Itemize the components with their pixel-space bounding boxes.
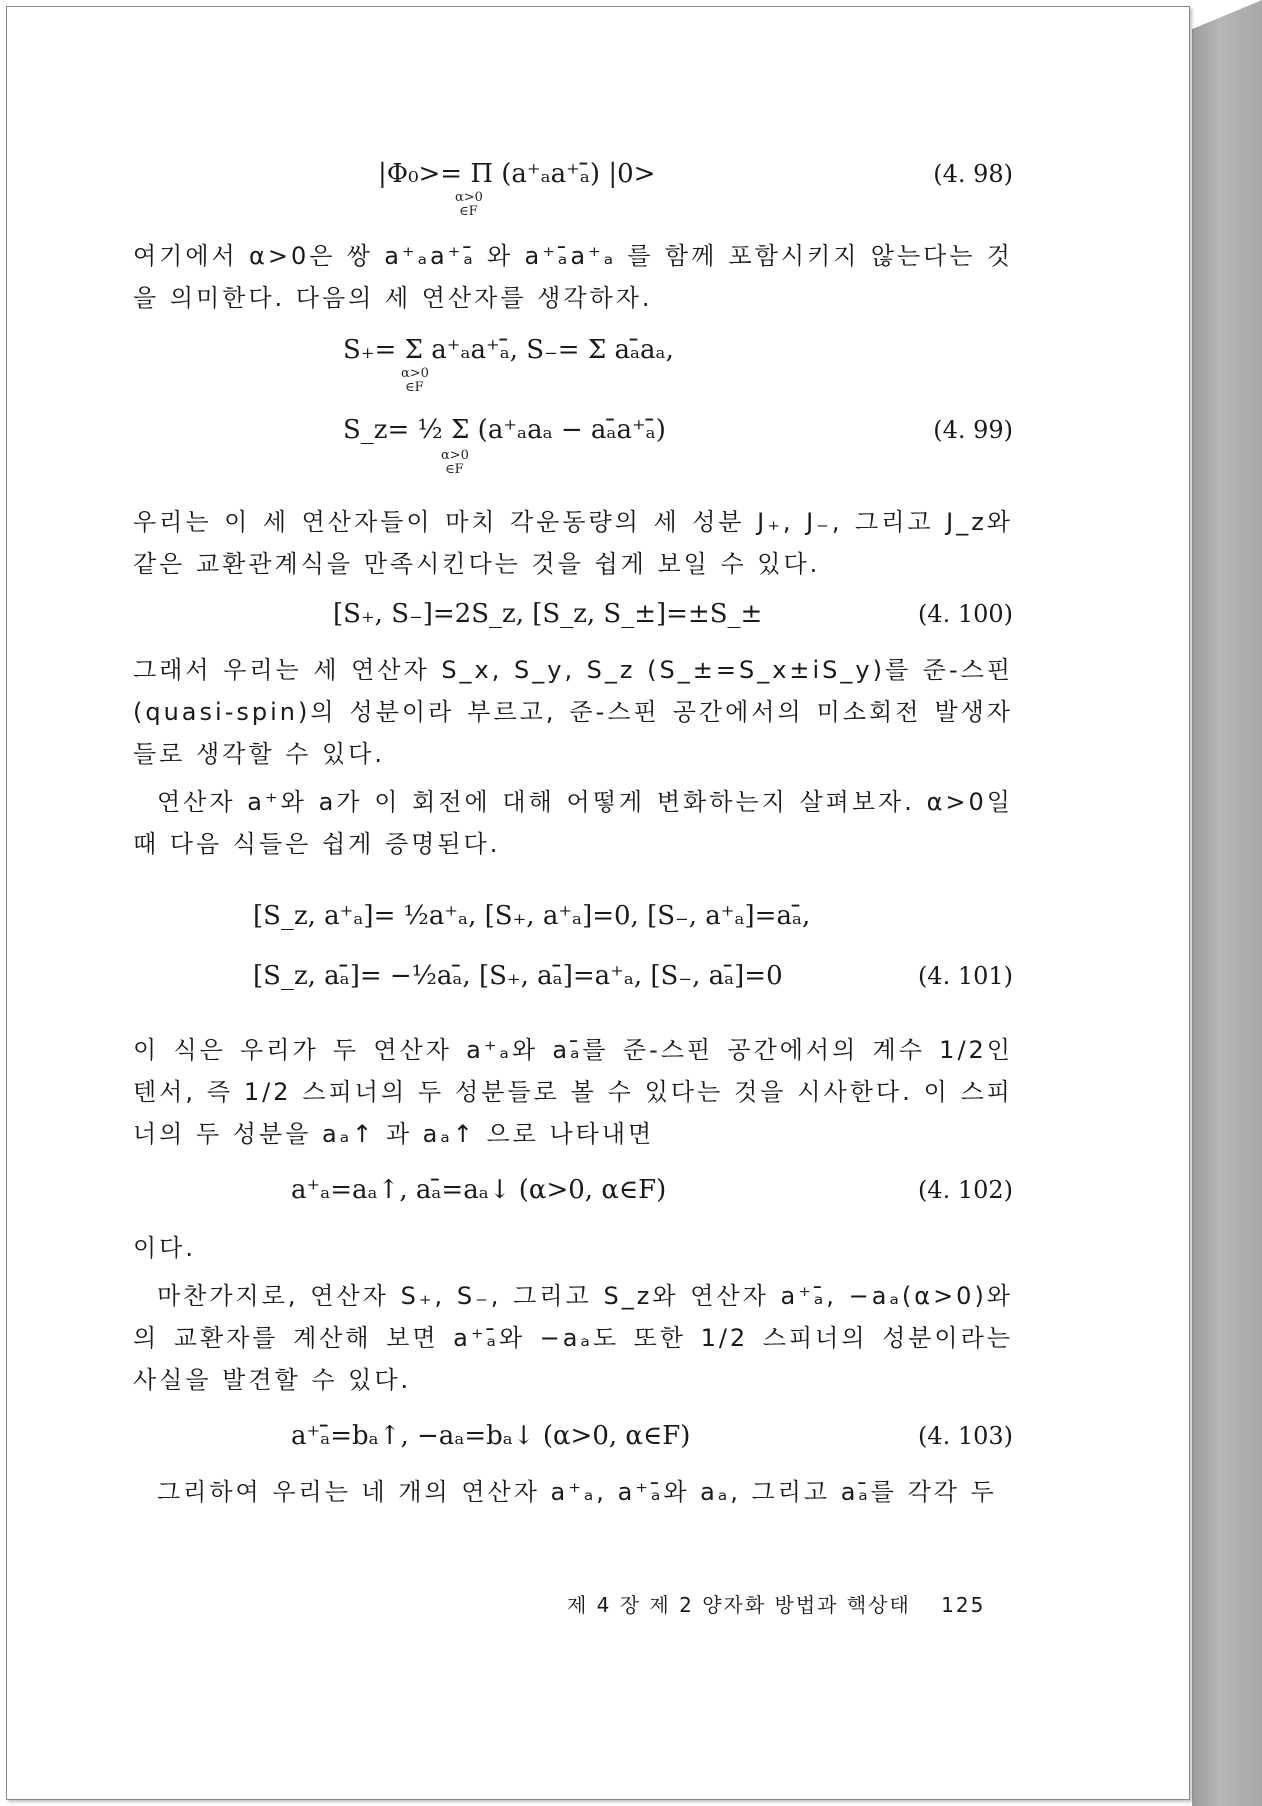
equation-4-99-line1 [133,333,1013,397]
paragraph: 마찬가지로, 연산자 S₊, S₋, 그리고 S_z와 연산자 a⁺ₐ̄, −aₐ(α>0)와의 교환자를 계산해 보면 a⁺ₐ̄와 −aₐ도 또한 1/2 스피너의 성분이라는 사실을 발견할 수 있다. [133,1282,1013,1394]
equation-condition: α>0 [441,448,469,463]
equation-body: S₊= Σ a⁺ₐa⁺ₐ̄, S₋= Σ aₐ̄aₐ, [343,335,674,365]
equation-body: [S_z, a⁺ₐ]= ½a⁺ₐ, [S₊, a⁺ₐ]=0, [S₋, a⁺ₐ]=aₐ̄, [253,901,811,931]
equation-body: |Φ₀>= Π (a⁺ₐa⁺ₐ̄) |0> [378,159,656,189]
equation-condition-set: ∈F [405,380,424,395]
paragraph: 이다. [133,1234,196,1262]
equation-4-101-line1 [133,891,1013,947]
equation-body: S_z= ½ Σ (a⁺ₐaₐ − aₐ̄a⁺ₐ̄) [343,415,666,445]
equation-body: [S_z, aₐ̄]= −½aₐ̄, [S₊, aₐ̄]=a⁺ₐ, [S₋, aₐ̄]=0 [253,961,783,991]
chapter-title: 제 4 장 제 2 양자화 방법과 핵상태 [567,1593,911,1617]
equation-body: [S₊, S₋]=2S_z, [S_z, S_±]=±S_± [333,599,763,629]
equation-condition-set: ∈F [445,462,464,477]
equation-number: (4. 98) [933,160,1013,188]
equation-4-101-line2 [133,951,1013,1007]
paragraph: 여기에서 α>0은 쌍 a⁺ₐa⁺ₐ̄ 와 a⁺ₐ̄a⁺ₐ 를 함께 포함시키지 않는다는 것을 의미한다. 다음의 세 연산자를 생각하자. [133,242,1013,312]
book-page-edge [1192,0,1262,1806]
running-footer [567,1589,985,1618]
paragraph: 우리는 이 세 연산자들이 마치 각운동량의 세 성분 J₊, J₋, 그리고 J_z와 같은 교환관계식을 만족시킨다는 것을 쉽게 보일 수 있다. [133,508,1013,578]
equation-number: (4. 103) [917,1422,1013,1450]
equation-4-98 [133,157,1013,221]
equation-4-103 [133,1415,1013,1459]
paragraph: 그래서 우리는 세 연산자 S_x, S_y, S_z (S_±=S_x±iS_y)를 준-스핀(quasi-spin)의 성분이라 부르고, 준-스핀 공간에서의 미소회전 발생자들로 생각할 수 있다. [133,656,1013,768]
equation-4-102 [133,1169,1013,1213]
book-page [6,6,1190,1800]
page-content [133,157,1013,1513]
page-number: 125 [941,1593,986,1617]
equation-condition: α>0 [401,366,429,381]
equation-condition: α>0 [455,190,483,205]
equation-4-100 [133,595,1013,635]
paragraph: 그리하여 우리는 네 개의 연산자 a⁺ₐ, a⁺ₐ̄와 aₐ, 그리고 aₐ̄를 각각 두 [157,1478,997,1506]
equation-4-99-line2 [133,403,1013,481]
equation-body: a⁺ₐ̄=bₐ↑, −aₐ=bₐ↓ (α>0, α∈F) [291,1421,691,1451]
equation-body: a⁺ₐ=aₐ↑, aₐ̄=aₐ↓ (α>0, α∈F) [291,1175,667,1205]
equation-number: (4. 101) [917,962,1013,990]
paragraph: 연산자 a⁺와 a가 이 회전에 대해 어떻게 변화하는지 살펴보자. α>0일 때 다음 식들은 쉽게 증명된다. [133,788,1013,858]
equation-number: (4. 100) [917,600,1013,628]
book-page-corner [1190,0,1262,30]
equation-number: (4. 99) [933,416,1013,444]
equation-condition-set: ∈F [459,204,478,219]
paragraph: 이 식은 우리가 두 연산자 a⁺ₐ와 aₐ̄를 준-스핀 공간에서의 계수 1/2인 텐서, 즉 1/2 스피너의 두 성분들로 볼 수 있다는 것을 시사한다. 이 스피너의 두 성분을 aₐ↑ 과 aₐ↑ 으로 나타내면 [133,1036,1013,1148]
equation-number: (4. 102) [917,1176,1013,1204]
